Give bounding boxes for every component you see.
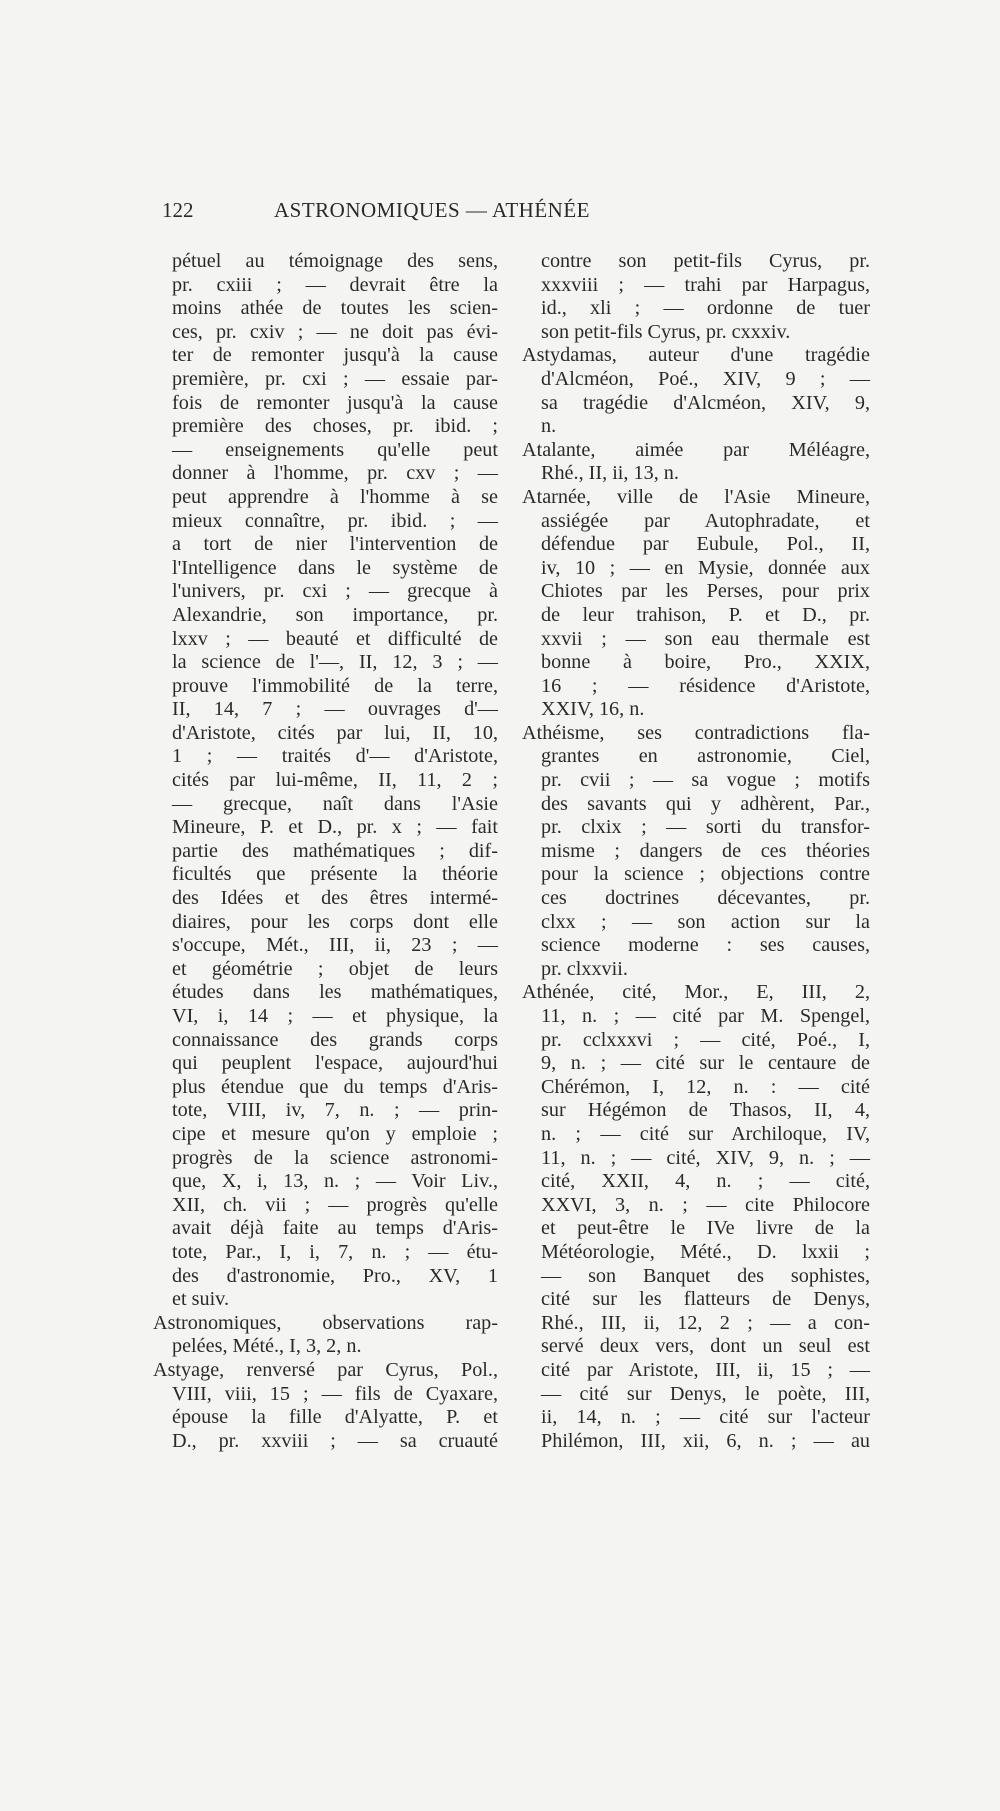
index-line: 11, n. ; — cité, XIV, 9, n. ; — xyxy=(541,1146,870,1169)
index-line: pétuel au témoignage des sens, xyxy=(172,250,498,272)
index-entry-heading: Atalante, aimée par Méléagre, xyxy=(522,438,870,461)
page-number: 122 xyxy=(162,198,194,222)
index-line: et géométrie ; objet de leurs xyxy=(172,957,498,980)
index-line: clxx ; — son action sur la xyxy=(541,910,870,933)
index-line: mieux connaître, pr. ibid. ; — xyxy=(172,509,498,532)
index-line: que, X, i, 13, n. ; — Voir Liv., xyxy=(172,1170,498,1193)
index-line: ces, pr. cxiv ; — ne doit pas évi- xyxy=(172,320,498,343)
index-line: science moderne : ses causes, xyxy=(541,934,870,957)
page-header xyxy=(162,198,702,230)
index-line: 11, n. ; — cité par M. Spengel, xyxy=(541,1005,870,1027)
index-line: pour la science ; objections contre xyxy=(541,863,870,886)
index-line: lxxv ; — beauté et difficulté de xyxy=(172,627,498,650)
index-line: connaissance des grands corps xyxy=(172,1028,498,1051)
index-line: d'Alcméon, Poé., XIV, 9 ; — xyxy=(541,367,870,390)
index-entry-heading: Astronomiques, observations rap- xyxy=(153,1311,498,1334)
index-line: avait déjà faite au temps d'Aris- xyxy=(172,1217,498,1240)
index-line: Chiotes par les Perses, pour prix xyxy=(541,580,870,603)
index-line: partie des mathématiques ; dif- xyxy=(172,839,498,862)
index-line: XXVI, 3, n. ; — cite Philocore xyxy=(541,1193,870,1216)
index-line: progrès de la science astronomi- xyxy=(172,1146,498,1169)
index-line: contre son petit-fils Cyrus, pr. xyxy=(541,250,870,272)
index-line: Météorologie, Mété., D. lxxii ; xyxy=(541,1240,870,1263)
index-line: n. ; — cité sur Archiloque, IV, xyxy=(541,1122,870,1145)
index-line: cipe et mesure qu'on y emploie ; xyxy=(172,1122,498,1145)
index-line: tote, VIII, iv, 7, n. ; — prin- xyxy=(172,1099,498,1122)
index-line: première des choses, pr. ibid. ; xyxy=(172,415,498,438)
index-line: ter de remonter jusqu'à la cause xyxy=(172,344,498,367)
index-line: prouve l'immobilité de la terre, xyxy=(172,674,498,697)
index-line: qui peuplent l'espace, aujourd'hui xyxy=(172,1052,498,1075)
index-line: — cité sur Denys, le poète, III, xyxy=(541,1382,870,1405)
index-line: D., pr. xxviii ; — sa cruauté xyxy=(172,1429,498,1452)
index-line: épouse la fille d'Alyatte, P. et xyxy=(172,1406,498,1429)
index-line: 1 ; — traités d'— d'Aristote, xyxy=(172,745,498,768)
index-line: — enseignements qu'elle peut xyxy=(172,438,498,461)
index-line: xxxviii ; — trahi par Harpagus, xyxy=(541,273,870,296)
index-line: assiégée par Autophradate, et xyxy=(541,509,870,532)
index-line: pelées, Mété., I, 3, 2, n. xyxy=(172,1335,362,1358)
index-line: pr. clxix ; — sorti du transfor- xyxy=(541,816,870,839)
index-line: son petit-fils Cyrus, pr. cxxxiv. xyxy=(541,320,791,343)
index-line: cité sur les flatteurs de Denys, xyxy=(541,1288,870,1311)
index-line: de leur trahison, P. et D., pr. xyxy=(541,603,870,626)
index-line: bonne à boire, Pro., XXIX, xyxy=(541,651,870,674)
index-line: des d'astronomie, Pro., XV, 1 xyxy=(172,1264,498,1287)
index-line: 9, n. ; — cité sur le centaure de xyxy=(541,1052,870,1075)
index-line: Alexandrie, son importance, pr. xyxy=(172,603,498,626)
index-line: Rhé., II, ii, 13, n. xyxy=(541,462,679,485)
index-line: sur Hégémon de Thasos, II, 4, xyxy=(541,1099,870,1122)
index-line: Mineure, P. et D., pr. x ; — fait xyxy=(172,816,498,839)
index-line: Rhé., III, ii, 12, 2 ; — a con- xyxy=(541,1311,870,1334)
index-line: diaires, pour les corps dont elle xyxy=(172,910,498,933)
index-line: première, pr. cxi ; — essaie par- xyxy=(172,367,498,390)
index-line: et peut-être le IVe livre de la xyxy=(541,1217,870,1240)
index-line: peut apprendre à l'homme à se xyxy=(172,485,498,508)
index-entry-heading: Athénée, cité, Mor., E, III, 2, xyxy=(522,981,870,1004)
index-line: pr. clxxvii. xyxy=(541,957,628,980)
index-line: Chérémon, I, 12, n. : — cité xyxy=(541,1075,870,1098)
index-line: iv, 10 ; — en Mysie, donnée aux xyxy=(541,556,870,579)
index-line: grantes en astronomie, Ciel, xyxy=(541,745,870,768)
index-line: id., xli ; — ordonne de tuer xyxy=(541,297,870,320)
index-line: ces doctrines décevantes, pr. xyxy=(541,887,870,910)
index-line: a tort de nier l'intervention de xyxy=(172,533,498,556)
index-line: n. xyxy=(541,415,557,438)
index-line: plus étendue que du temps d'Aris- xyxy=(172,1075,498,1098)
index-line: pr. cclxxxvi ; — cité, Poé., I, xyxy=(541,1028,870,1051)
index-line: ii, 14, n. ; — cité sur l'acteur xyxy=(541,1406,870,1429)
index-line: XXIV, 16, n. xyxy=(541,698,645,721)
index-line: et suiv. xyxy=(172,1288,230,1311)
index-line: — grecque, naît dans l'Asie xyxy=(172,792,498,815)
right-column xyxy=(522,250,870,1453)
index-line: misme ; dangers de ces théories xyxy=(541,839,870,862)
index-line: d'Aristote, cités par lui, II, 10, xyxy=(172,721,498,744)
index-line: tote, Par., I, i, 7, n. ; — étu- xyxy=(172,1240,498,1263)
index-line: — son Banquet des sophistes, xyxy=(541,1264,870,1287)
index-line: 16 ; — résidence d'Aristote, xyxy=(541,674,870,697)
index-line: la science de l'—, II, 12, 3 ; — xyxy=(172,651,498,674)
index-line: II, 14, 7 ; — ouvrages d'— xyxy=(172,698,498,721)
index-line: VI, i, 14 ; — et physique, la xyxy=(172,1005,498,1027)
index-line: servé deux vers, dont un seul est xyxy=(541,1335,870,1358)
index-line: des savants qui y adhèrent, Par., xyxy=(541,792,870,815)
index-line: fois de remonter jusqu'à la cause xyxy=(172,391,498,414)
index-entry-heading: Astyage, renversé par Cyrus, Pol., xyxy=(153,1358,498,1381)
index-line: VIII, viii, 15 ; — fils de Cyaxare, xyxy=(172,1382,498,1405)
index-entry-heading: Athéisme, ses contradictions fla- xyxy=(522,721,870,744)
index-line: s'occupe, Mét., III, ii, 23 ; — xyxy=(172,934,498,957)
index-line: ficultés que présente la théorie xyxy=(172,863,498,886)
index-line: XII, ch. vii ; — progrès qu'elle xyxy=(172,1193,498,1216)
index-line: cité, XXII, 4, n. ; — cité, xyxy=(541,1170,870,1193)
index-line: pr. cvii ; — sa vogue ; motifs xyxy=(541,769,870,792)
index-line: des Idées et des êtres intermé- xyxy=(172,887,498,910)
index-entry-heading: Atarnée, ville de l'Asie Mineure, xyxy=(522,485,870,508)
index-line: Philémon, III, xii, 6, n. ; — au xyxy=(541,1429,870,1452)
index-line: l'Intelligence dans le système de xyxy=(172,556,498,579)
left-column xyxy=(153,250,498,1453)
index-entry-heading: Astydamas, auteur d'une tragédie xyxy=(522,344,870,367)
index-line: moins athée de toutes les scien- xyxy=(172,297,498,320)
index-line: pr. cxiii ; — devrait être la xyxy=(172,273,498,296)
index-line: défendue par Eubule, Pol., II, xyxy=(541,533,870,556)
index-line: sa tragédie d'Alcméon, XIV, 9, xyxy=(541,391,870,414)
index-line: études dans les mathématiques, xyxy=(172,981,498,1004)
running-head: ASTRONOMIQUES — ATHÉNÉE xyxy=(274,198,590,222)
index-line: cités par lui-même, II, 11, 2 ; xyxy=(172,769,498,792)
index-line: cité par Aristote, III, ii, 15 ; — xyxy=(541,1358,870,1381)
index-line: donner à l'homme, pr. cxv ; — xyxy=(172,462,498,485)
index-line: l'univers, pr. cxi ; — grecque à xyxy=(172,580,498,603)
index-line: xxvii ; — son eau thermale est xyxy=(541,627,870,650)
